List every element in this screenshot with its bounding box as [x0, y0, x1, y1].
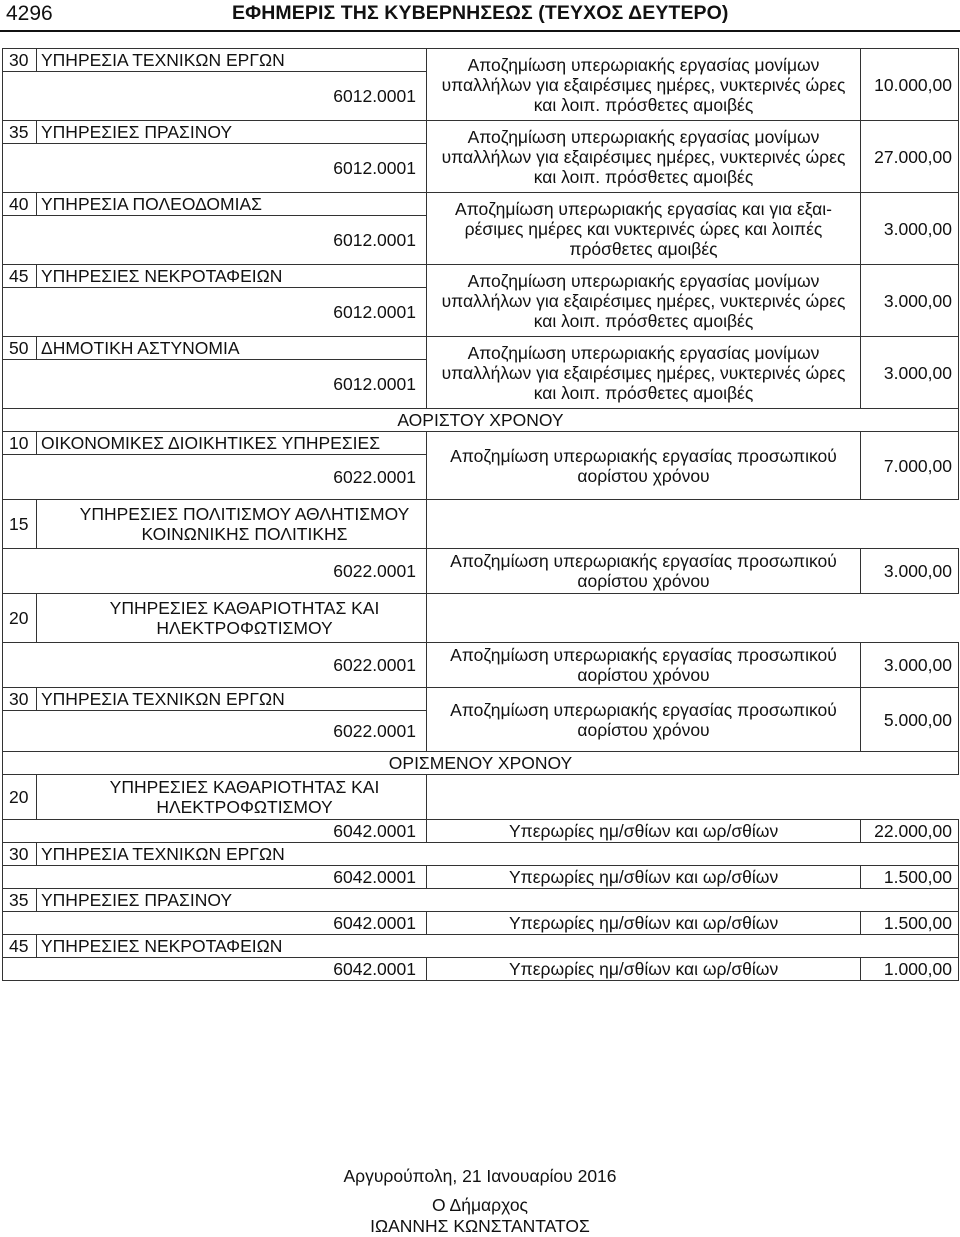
table-row	[3, 912, 959, 935]
line-description: Υπερωρίες ημ/σθίων και ωρ/σθίων	[427, 912, 861, 935]
unit-name: ΥΠΗΡΕΣΙΑ ΤΕΧΝΙΚΩΝ ΕΡΓΩΝ	[37, 688, 427, 711]
unit-name: ΥΠΗΡΕΣΙΕΣ ΠΡΑΣΙΝΟΥ	[37, 889, 959, 912]
line-amount: 1.500,00	[861, 912, 959, 935]
place-date: Αργυρούπολη, 21 Ιανουαρίου 2016	[343, 1166, 617, 1186]
unit-code: 15	[3, 500, 37, 549]
unit-name: ΥΠΗΡΕΣΙΕΣ ΝΕΚΡΟΤΑΦΕΙΩΝ	[37, 265, 427, 288]
account-code: 6012.0001	[3, 72, 427, 121]
account-code: 6042.0001	[3, 912, 427, 935]
account-code: 6012.0001	[3, 144, 427, 193]
gazette-title: ΕΦΗΜΕΡΙΣ ΤΗΣ ΚΥΒΕΡΝΗΣΕΩΣ (ΤΕΥΧΟΣ ΔΕΥΤΕΡΟ)	[232, 2, 729, 24]
unit-name: ΥΠΗΡΕΣΙΕΣ ΚΑΘΑΡΙΟΤΗΤΑΣ ΚΑΙ ΗΛΕΚΤΡΟΦΩΤΙΣΜΟΥ	[37, 594, 427, 643]
unit-code: 45	[3, 265, 37, 288]
unit-code: 35	[3, 889, 37, 912]
unit-code: 30	[3, 843, 37, 866]
line-amount: 3.000,00	[861, 643, 959, 688]
line-description: Αποζημίωση υπερωριακής εργασίας και για εξαι-ρέσιμες ημέρες και νυκτερινές ώρες και λοιπές πρόσθετες αμοιβές	[427, 193, 861, 265]
unit-code: 10	[3, 432, 37, 455]
line-amount: 10.000,00	[861, 49, 959, 121]
table-row	[3, 549, 959, 594]
line-description: Υπερωρίες ημ/σθίων και ωρ/σθίων	[427, 958, 861, 981]
account-code: 6012.0001	[3, 288, 427, 337]
unit-code: 30	[3, 688, 37, 711]
table-row	[3, 843, 959, 866]
table-row	[3, 265, 959, 288]
line-description: Υπερωρίες ημ/σθίων και ωρ/σθίων	[427, 820, 861, 843]
table-row	[3, 958, 959, 981]
account-code: 6042.0001	[3, 958, 427, 981]
line-amount: 5.000,00	[861, 688, 959, 752]
line-description: Αποζημίωση υπερωριακής εργασίας μονίμων υπαλλήλων για εξαιρέσιμες ημέρες, νυκτερινές ώρες και λοιπ. πρόσθετες αμοιβές	[427, 337, 861, 409]
table-row	[3, 688, 959, 711]
line-description: Υπερωρίες ημ/σθίων και ωρ/σθίων	[427, 866, 861, 889]
account-code: 6042.0001	[3, 820, 427, 843]
blank-cell	[427, 500, 959, 549]
unit-code: 30	[3, 49, 37, 72]
table-row	[3, 432, 959, 455]
unit-name: ΥΠΗΡΕΣΙΕΣ ΝΕΚΡΟΤΑΦΕΙΩΝ	[37, 935, 959, 958]
line-description: Αποζημίωση υπερωριακής εργασίας προσωπικού αορίστου χρόνου	[427, 688, 861, 752]
account-code: 6022.0001	[3, 549, 427, 594]
unit-name: ΥΠΗΡΕΣΙΕΣ ΚΑΘΑΡΙΟΤΗΤΑΣ ΚΑΙ ΗΛΕΚΤΡΟΦΩΤΙΣΜΟΥ	[37, 775, 427, 820]
header-rule	[0, 30, 960, 32]
table-row	[3, 866, 959, 889]
line-description: Αποζημίωση υπερωριακής εργασίας προσωπικού αορίστου χρόνου	[427, 432, 861, 500]
account-code: 6042.0001	[3, 866, 427, 889]
line-description: Αποζημίωση υπερωριακής εργασίας μονίμων υπαλλήλων για εξαιρέσιμες ημέρες, νυκτερινές ώρες και λοιπ. πρόσθετες αμοιβές	[427, 121, 861, 193]
unit-name: ΥΠΗΡΕΣΙΕΣ ΠΡΑΣΙΝΟΥ	[37, 121, 427, 144]
table-row	[3, 889, 959, 912]
table-row	[3, 337, 959, 360]
line-amount: 22.000,00	[861, 820, 959, 843]
overtime-budget-table	[2, 48, 959, 981]
unit-name: ΥΠΗΡΕΣΙΑ ΠΟΛΕΟΔΟΜΙΑΣ	[37, 193, 427, 216]
table-row	[3, 752, 959, 775]
line-amount: 3.000,00	[861, 337, 959, 409]
line-description: Αποζημίωση υπερωριακής εργασίας προσωπικού αορίστου χρόνου	[427, 643, 861, 688]
table-row	[3, 643, 959, 688]
table-row	[3, 121, 959, 144]
unit-code: 40	[3, 193, 37, 216]
page-number: 4296	[6, 2, 53, 25]
account-code: 6022.0001	[3, 643, 427, 688]
line-description: Αποζημίωση υπερωριακής εργασίας προσωπικού αορίστου χρόνου	[427, 549, 861, 594]
line-amount: 1.000,00	[861, 958, 959, 981]
line-amount: 3.000,00	[861, 193, 959, 265]
table-row	[3, 775, 959, 820]
table-row	[3, 935, 959, 958]
unit-code: 50	[3, 337, 37, 360]
unit-code: 20	[3, 594, 37, 643]
unit-code: 35	[3, 121, 37, 144]
unit-code: 45	[3, 935, 37, 958]
table-row	[3, 500, 959, 549]
table-row	[3, 594, 959, 643]
line-amount: 3.000,00	[861, 549, 959, 594]
unit-name: ΔΗΜΟΤΙΚΗ ΑΣΤΥΝΟΜΙΑ	[37, 337, 427, 360]
signatory-name: ΙΩΑΝΝΗΣ ΚΩΝΣΤΑΝΤΑΤΟΣ	[370, 1216, 590, 1236]
line-description: Αποζημίωση υπερωριακής εργασίας μονίμων υπαλλήλων για εξαιρέσιμες ημέρες, νυκτερινές ώρες και λοιπ. πρόσθετες αμοιβές	[427, 49, 861, 121]
section-heading-indefinite: ΑΟΡΙΣΤΟΥ ΧΡΟΝΟΥ	[3, 409, 959, 432]
unit-name: ΟΙΚΟΝΟΜΙΚΕΣ ΔΙΟΙΚΗΤΙΚΕΣ ΥΠΗΡΕΣΙΕΣ	[37, 432, 427, 455]
page-header	[0, 0, 960, 30]
unit-name: ΥΠΗΡΕΣΙΕΣ ΠΟΛΙΤΙΣΜΟΥ ΑΘΛΗΤΙΣΜΟΥ ΚΟΙΝΩΝΙΚΗΣ ΠΟΛΙΤΙΚΗΣ	[37, 500, 427, 549]
account-code: 6022.0001	[3, 711, 427, 752]
account-code: 6022.0001	[3, 455, 427, 500]
table-row	[3, 409, 959, 432]
blank-cell	[427, 775, 959, 820]
unit-name: ΥΠΗΡΕΣΙΑ ΤΕΧΝΙΚΩΝ ΕΡΓΩΝ	[37, 49, 427, 72]
unit-code: 20	[3, 775, 37, 820]
line-description: Αποζημίωση υπερωριακής εργασίας μονίμων υπαλλήλων για εξαιρέσιμες ημέρες, νυκτερινές ώρες και λοιπ. πρόσθετες αμοιβές	[427, 265, 861, 337]
line-amount: 7.000,00	[861, 432, 959, 500]
table-row	[3, 49, 959, 72]
line-amount: 27.000,00	[861, 121, 959, 193]
account-code: 6012.0001	[3, 360, 427, 409]
signatory-role: Ο Δήμαρχος	[432, 1195, 528, 1215]
account-code: 6012.0001	[3, 216, 427, 265]
blank-cell	[427, 594, 959, 643]
section-heading-fixed: ΟΡΙΣΜΕΝΟΥ ΧΡΟΝΟΥ	[3, 752, 959, 775]
table-row	[3, 193, 959, 216]
line-amount: 3.000,00	[861, 265, 959, 337]
unit-name: ΥΠΗΡΕΣΙΑ ΤΕΧΝΙΚΩΝ ΕΡΓΩΝ	[37, 843, 959, 866]
table-row	[3, 820, 959, 843]
line-amount: 1.500,00	[861, 866, 959, 889]
